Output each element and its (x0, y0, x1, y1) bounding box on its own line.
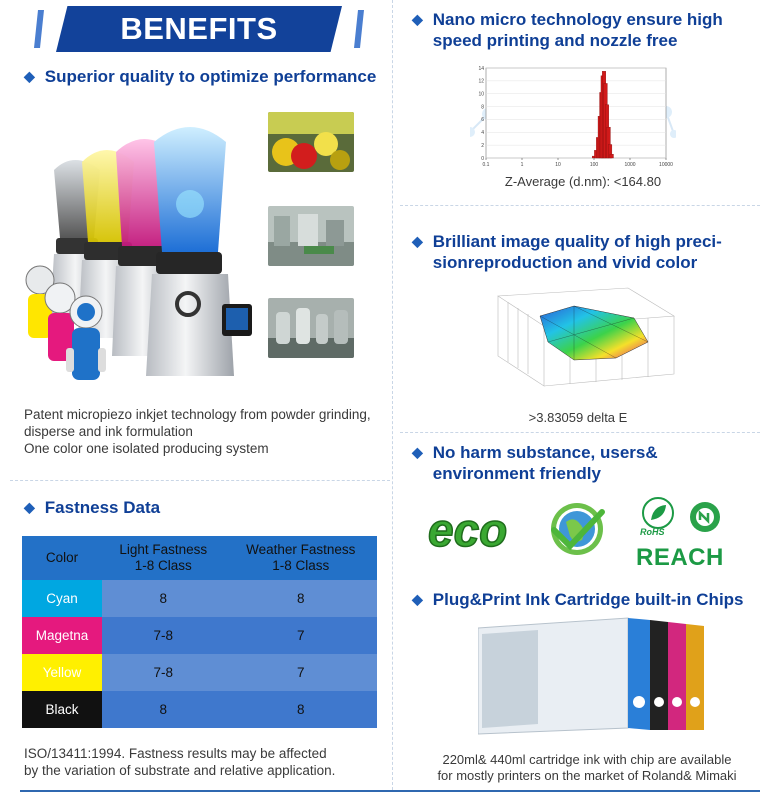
nano-heading-line-1: Nano micro technology ensure high (432, 10, 723, 29)
cartridge-caption-line-2: for mostly printers on the market of Roland& Mimaki (437, 768, 737, 783)
superior-quality-text: Superior quality to optimize performance (44, 67, 377, 86)
patent-description (24, 406, 371, 457)
weather-value: 8 (224, 580, 377, 617)
delta-e-caption: >3.83059 delta E (528, 410, 628, 425)
y-tick-label: 14 (478, 65, 484, 72)
superior-quality-heading (24, 66, 376, 87)
fastness-note (24, 745, 335, 779)
plug-print-text: Plug&Print Ink Cartridge built-in Chips (432, 590, 744, 609)
y-tick-label: 6 (481, 117, 484, 124)
no-harm-line-2: environment friendly (432, 464, 601, 483)
gamut-volume (540, 306, 648, 360)
ink-cartridges-illustration (478, 614, 708, 738)
table-header-row (22, 536, 377, 580)
image-quality-line-2: sionreproduction and vivid color (432, 253, 698, 272)
y-tick-label: 8 (481, 104, 484, 111)
y-tick-label: 2 (481, 142, 484, 149)
rohs-label: RoHS (640, 527, 665, 537)
note-line-2: by the variation of substrate and relative application. (24, 763, 336, 778)
right-divider-2 (400, 432, 760, 433)
x-tick-label: 1 (520, 162, 524, 168)
column-divider (392, 0, 393, 790)
table-row (22, 691, 377, 728)
histogram-bar (610, 154, 614, 158)
pigment-powder-photo (268, 112, 354, 172)
light-value: 7-8 (102, 654, 224, 691)
left-section-divider (10, 480, 390, 481)
factory-machines-photo (268, 206, 354, 266)
diamond-bullet-icon: ◆ (24, 499, 35, 515)
cartridge-caption (420, 752, 754, 784)
color-swatch-black: Black (22, 691, 102, 728)
y-tick-label: 0 (481, 155, 484, 162)
fastness-heading (24, 497, 160, 518)
rohs-leaf-icon (641, 496, 675, 530)
color-swatch-cyan: Cyan (22, 580, 102, 617)
weather-value: 7 (224, 654, 377, 691)
plug-print-heading (412, 589, 744, 610)
x-tick-label: 1000 (624, 162, 636, 168)
table-row (22, 654, 377, 691)
eco-logo (426, 500, 536, 558)
col-header-light-fastness: Light Fastness 1-8 Class (102, 536, 224, 580)
x-tick-label: 10000 (659, 162, 673, 168)
particle-size-histogram (470, 62, 676, 172)
color-swatch-magenta: Magetna (22, 617, 102, 654)
factory-tanks-photo (268, 298, 354, 358)
x-tick-label: 100 (589, 162, 599, 168)
image-quality-line-1: Brilliant image quality of high preci- (432, 232, 722, 251)
fastness-table (22, 536, 377, 728)
note-line-1: ISO/13411:1994. Fastness results may be affected (24, 746, 327, 761)
benefits-banner (56, 6, 342, 52)
nano-heading-line-2: speed printing and nozzle free (432, 31, 678, 50)
no-harm-line-1: No harm substance, users& (432, 443, 658, 462)
light-value: 8 (102, 580, 224, 617)
description-line-1: Patent micropiezo inkjet technology from powder grinding, (24, 407, 371, 422)
image-quality-heading (412, 231, 722, 273)
banner-stripe-left (34, 10, 44, 48)
banner-stripe-right (354, 10, 364, 48)
y-tick-label: 4 (481, 130, 484, 137)
weather-value: 7 (224, 617, 377, 654)
svg-text:eco: eco (428, 504, 508, 556)
weather-value: 8 (224, 691, 377, 728)
light-value: 8 (102, 691, 224, 728)
z-average-caption: Z-Average (d.nm): <164.80 (504, 174, 662, 189)
bottom-rule (20, 790, 760, 792)
diamond-bullet-icon: ◆ (412, 233, 423, 249)
y-tick-label: 12 (478, 78, 484, 85)
histogram-plot-area (486, 68, 666, 158)
diamond-bullet-icon: ◆ (24, 68, 35, 84)
table-row (22, 617, 377, 654)
diamond-bullet-icon: ◆ (412, 11, 423, 27)
x-tick-label: 0.1 (482, 162, 490, 168)
diamond-bullet-icon: ◆ (412, 591, 423, 607)
globe-check-icon (548, 500, 606, 558)
ink-blenders-illustration (22, 108, 262, 393)
table-row (22, 580, 377, 617)
no-harm-heading (412, 442, 658, 484)
color-swatch-yellow: Yellow (22, 654, 102, 691)
description-line-3: One color one isolated producing system (24, 441, 269, 456)
nano-heading (412, 9, 723, 51)
y-tick-label: 10 (478, 91, 484, 98)
right-divider-1 (400, 205, 760, 206)
light-value: 7-8 (102, 617, 224, 654)
nickel-free-icon (688, 500, 722, 534)
cartridge-caption-line-1: 220ml& 440ml cartridge ink with chip are available (442, 752, 732, 767)
reach-label: REACH (636, 544, 724, 571)
x-tick-label: 10 (555, 162, 561, 168)
col-header-color: Color (22, 536, 102, 580)
diamond-bullet-icon: ◆ (412, 444, 423, 460)
color-gamut-3d-plot (478, 286, 678, 398)
col-header-weather-fastness: Weather Fastness 1-8 Class (224, 536, 377, 580)
banner-title: BENEFITS (120, 11, 278, 46)
description-line-2: disperse and ink formulation (24, 424, 193, 439)
fastness-heading-text: Fastness Data (44, 498, 161, 517)
